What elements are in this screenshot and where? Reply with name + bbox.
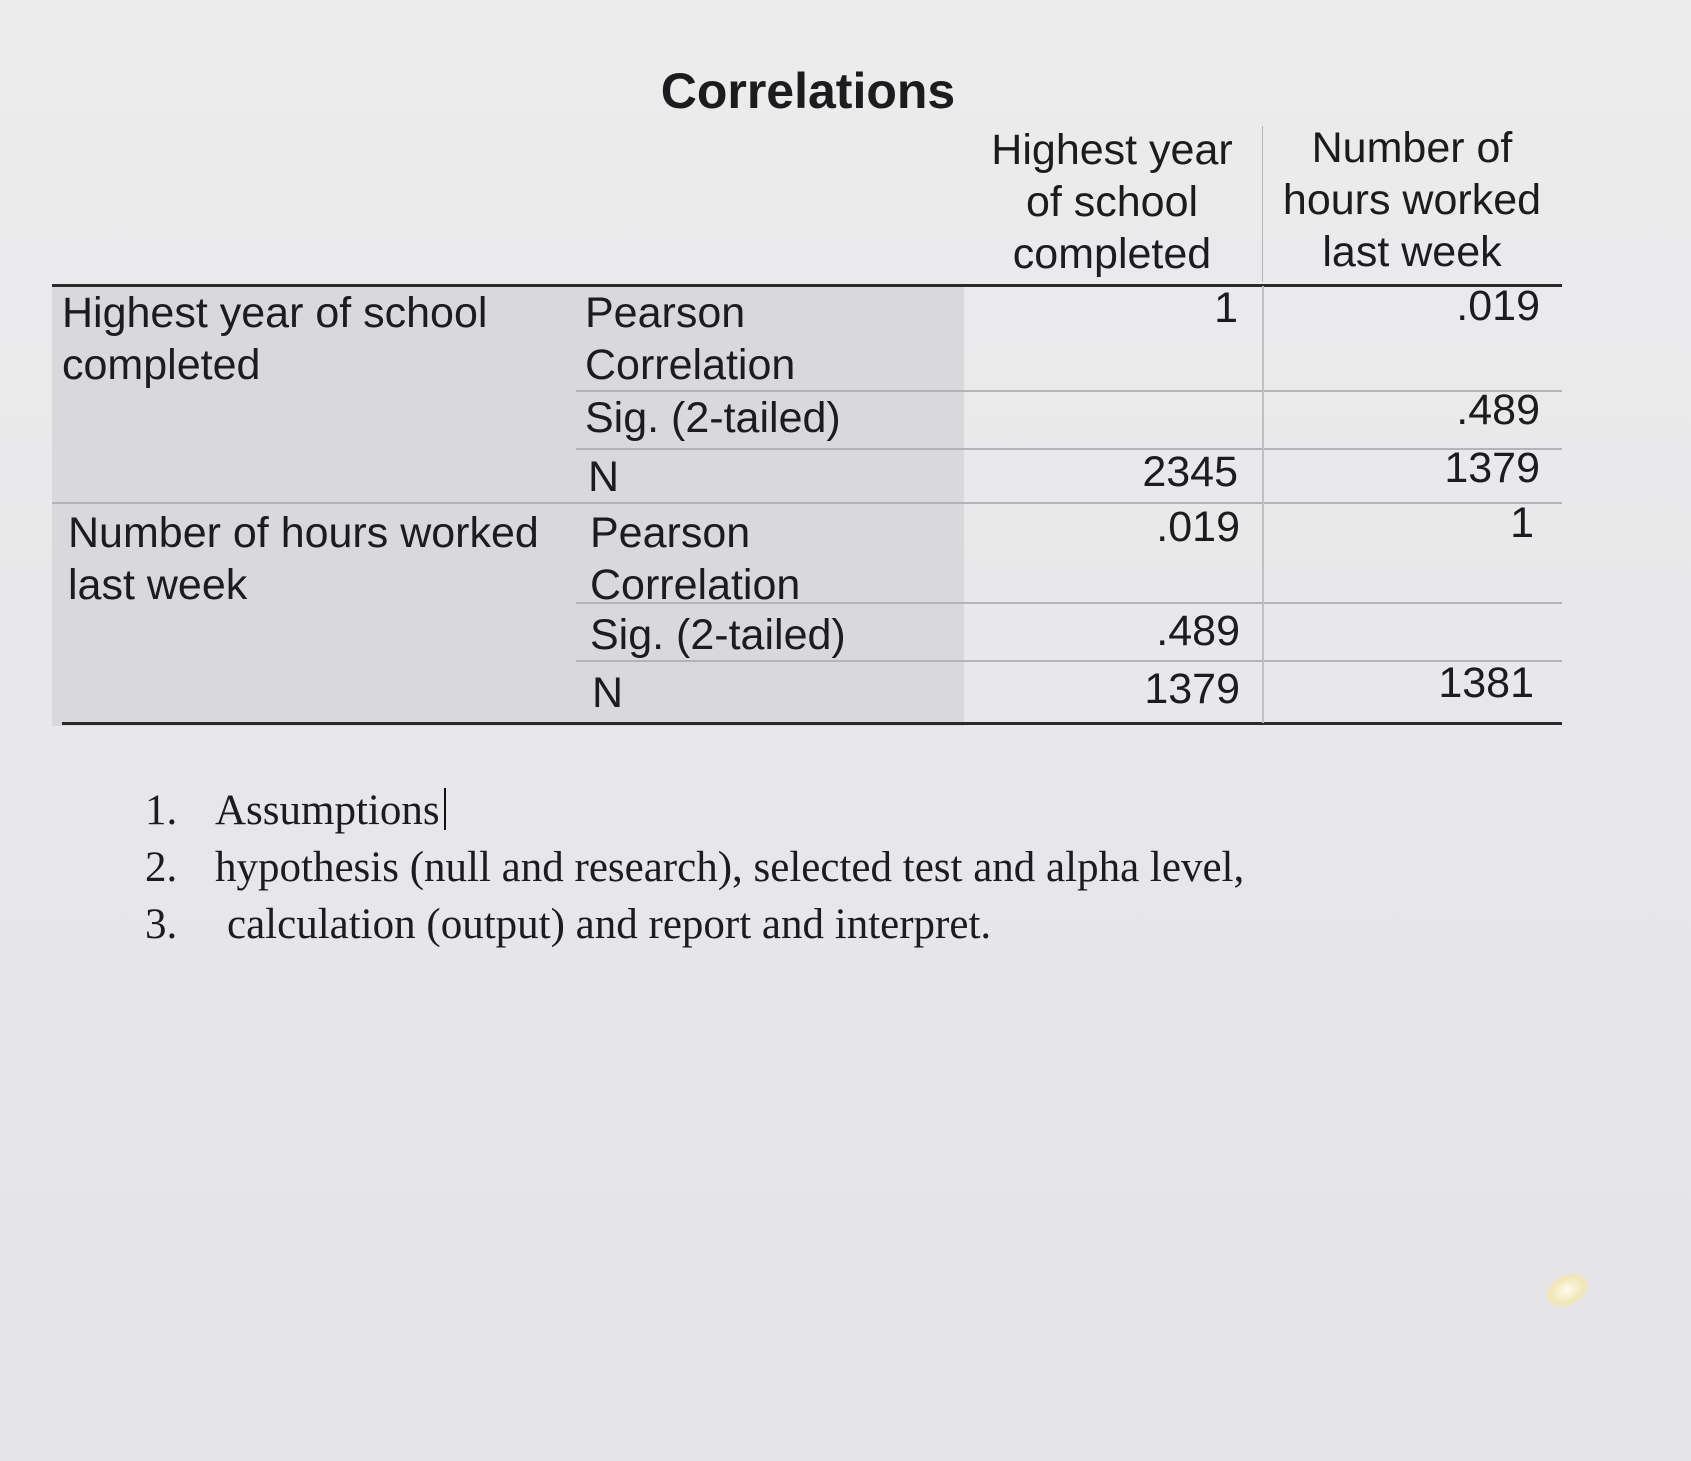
list-item: 1. Assumptions: [145, 782, 1244, 839]
cell-value: .019: [1456, 282, 1540, 330]
column-header-hours: Number of hours worked last week: [1282, 124, 1542, 276]
screen-glare: [1541, 1267, 1594, 1313]
column-divider: [1262, 286, 1264, 723]
stat-label-sig: Sig. (2-tailed): [590, 611, 846, 659]
list-item: 2. hypothesis (null and research), selected test and alpha level,: [145, 839, 1244, 896]
cell-value: 1381: [1438, 659, 1534, 707]
row-variable-hours: Number of hours worked last week: [68, 509, 539, 609]
table-title: Correlations: [660, 63, 956, 119]
stat-label-pearson: Pearson Correlation: [585, 289, 796, 389]
list-item: 3. calculation (output) and report and interpret.: [145, 896, 1244, 953]
cell-value: .489: [1156, 607, 1240, 655]
stat-label-pearson: Pearson Correlation: [590, 509, 801, 609]
stat-label-sig: Sig. (2-tailed): [585, 394, 841, 442]
cell-value: 1: [1510, 499, 1534, 547]
table-bottom-rule: [62, 722, 1562, 725]
cell-value: 1: [1214, 284, 1238, 332]
cell-value: 1379: [1444, 444, 1540, 492]
cell-value: .019: [1156, 503, 1240, 551]
column-header-school: Highest year of school completed: [991, 126, 1233, 278]
stat-label-n: N: [592, 669, 624, 717]
question-text[interactable]: hypothesis (null and research), selected test and alpha level,: [215, 844, 1245, 891]
row-variable-school: Highest year of school completed: [62, 289, 488, 389]
cell-value: .489: [1456, 386, 1540, 434]
cell-value: 1379: [1144, 665, 1240, 713]
question-list: [145, 782, 1244, 953]
question-text[interactable]: Assumptions: [215, 782, 446, 839]
question-text[interactable]: calculation (output) and report and interpret.: [227, 901, 992, 948]
cell-value: 2345: [1142, 448, 1238, 496]
stat-label-n: N: [588, 453, 620, 501]
text-cursor: [444, 788, 446, 830]
